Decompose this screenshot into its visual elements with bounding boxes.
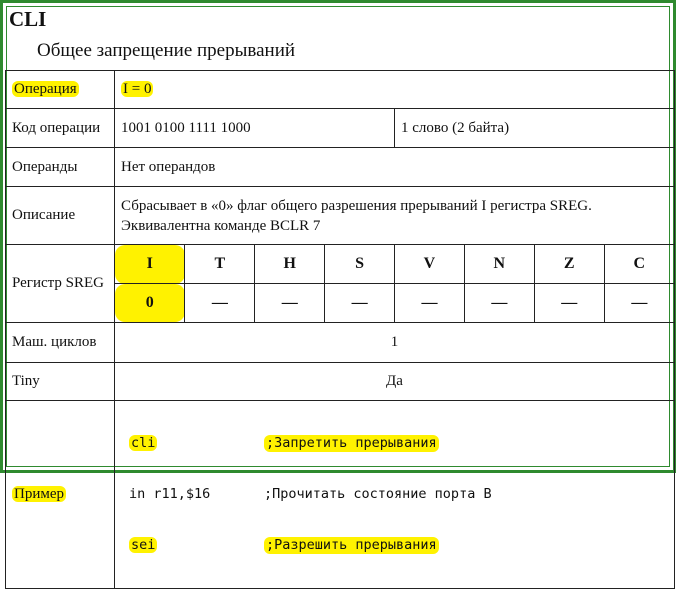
sreg-label: Регистр SREG [6,245,115,323]
description-value [115,187,675,245]
operands-value: Нет операндов [115,148,675,187]
row-example [6,401,675,589]
example-label-cell [6,401,115,589]
sreg-flag-c: C [604,245,674,284]
cycles-label: Маш. циклов [6,323,115,363]
example-label: Пример [14,486,65,502]
sreg-value-n: — [464,284,534,323]
row-opcode [6,109,675,148]
sreg-flag-n: N [464,245,534,284]
operation-label-cell [6,71,115,109]
code-line-3-op: sei [131,537,156,553]
sreg-flag-z: Z [534,245,604,284]
operands-label: Операнды [6,148,115,187]
tiny-value: Да [115,363,675,401]
sreg-value-s: — [325,284,395,323]
sreg-table [115,245,674,322]
sreg-flag-t: T [185,245,255,284]
row-tiny [6,363,675,401]
opcode-size: 1 слово (2 байта) [395,109,675,148]
sreg-flag-s: S [325,245,395,284]
sreg-flag-i: I [115,245,185,284]
code-line-1 [129,435,668,452]
description-label: Описание [6,187,115,245]
sreg-value-v: — [395,284,465,323]
code-line-3 [129,537,668,554]
description-line-1: Сбрасывает в «0» флаг общего разрешения прерываний I регистра SREG. [121,197,592,214]
opcode-value: 1001 0100 1111 1000 [115,109,395,148]
sreg-flag-v: V [395,245,465,284]
row-operands [6,148,675,187]
row-operation [6,71,675,109]
sreg-value-h: — [255,284,325,323]
sreg-values-row [115,284,674,323]
sreg-flag-h: H [255,245,325,284]
operation-label: Операция [14,81,77,97]
operation-value: I = 0 [123,81,152,97]
command-subtitle: Общее запрещение прерываний [37,40,296,61]
code-line-2-comment: ;Прочитать состояние порта B [264,486,492,502]
code-block [129,401,668,588]
sreg-value-t: — [185,284,255,323]
row-description [6,187,675,245]
cycles-value: 1 [115,323,675,363]
sreg-value-c: — [604,284,674,323]
code-line-2-op: in r11,$16 [129,486,211,502]
row-cycles [6,323,675,363]
example-code [115,401,675,589]
command-title: CLI [9,7,47,31]
code-line-3-comment: ;Разрешить прерывания [266,537,437,553]
opcode-label: Код операции [6,109,115,148]
sreg-value-z: — [534,284,604,323]
row-sreg [6,245,675,323]
instruction-table [5,70,675,589]
description-line-2: Эквивалентна команде BCLR 7 [121,217,321,234]
tiny-label: Tiny [6,363,115,401]
sreg-flags-row [115,245,674,284]
sreg-cell [115,245,675,323]
sreg-value-i: 0 [115,284,185,323]
code-line-2 [129,486,668,503]
operation-value-cell [115,71,675,109]
code-line-1-comment: ;Запретить прерывания [266,435,437,451]
code-line-1-op: cli [131,435,156,451]
